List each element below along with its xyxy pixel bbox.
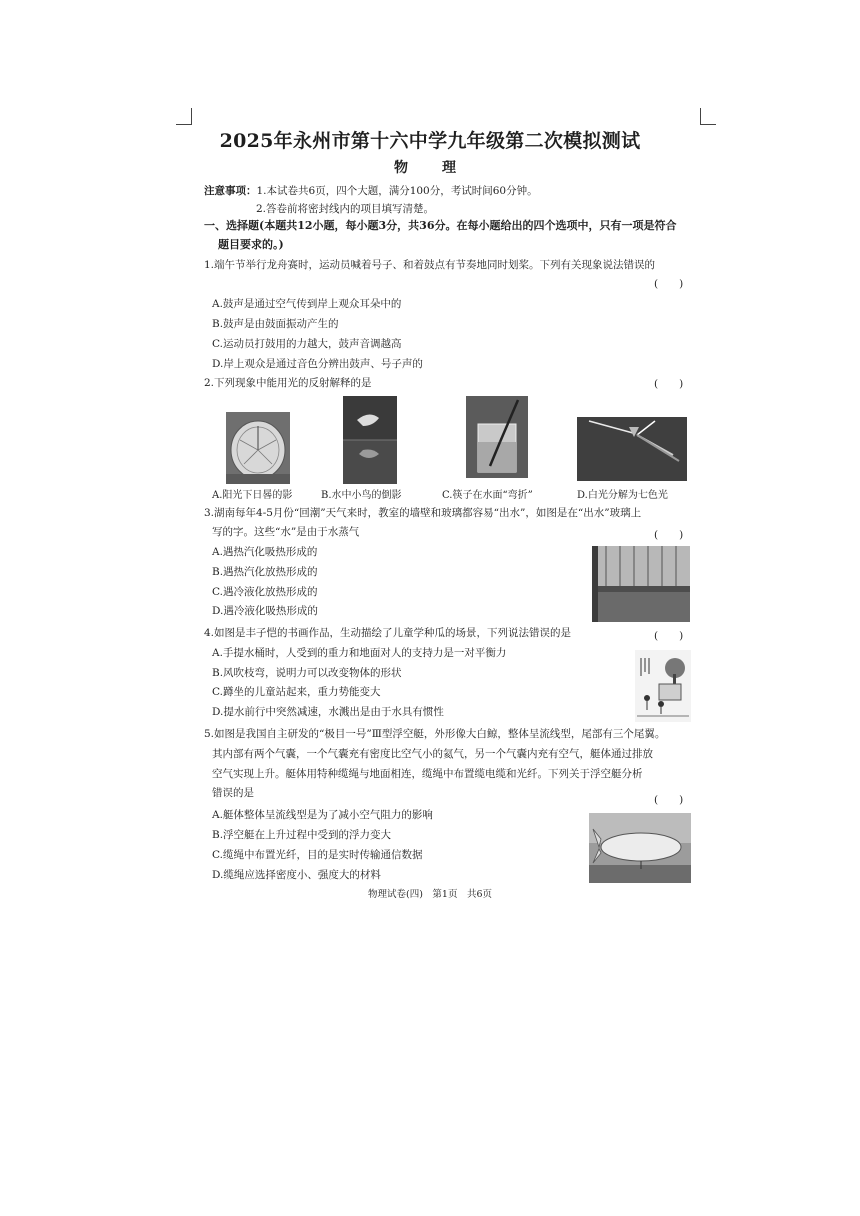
question-1-option-d: D.岸上观众是通过音色分辨出鼓声、号子声的	[212, 358, 423, 370]
chopsticks-in-water-photo	[466, 396, 528, 478]
answer-bracket-1: ( )	[654, 278, 684, 290]
question-2-stem: 2.下列现象中能用光的反射解释的是	[204, 377, 372, 389]
exam-title: 2025年永州市第十六中学九年级第二次模拟测试	[219, 130, 641, 152]
question-5-stem-line-3: 空气实现上升。艇体用特种缆绳与地面相连，缆绳中布置缆电缆和光纤。下列关于浮空艇分析	[212, 768, 643, 780]
page-footer: 物理试卷(四) 第1页 共6页	[367, 889, 492, 900]
question-3-stem: 3.湖南每年4-5月份“回潮”天气来时，教室的墙壁和玻璃都容易“出水”，如图是在“出水”玻璃上	[204, 507, 642, 519]
question-3-stem-cont: 写的字。这些“水”是由于水蒸气	[212, 526, 360, 538]
crop-mark-right	[700, 114, 716, 125]
question-5-option-d: D.缆绳应选择密度小、强度大的材料	[212, 869, 381, 881]
crop-mark-left	[176, 114, 192, 125]
answer-bracket-3: ( )	[654, 529, 684, 541]
question-5-stem: 5.如图是我国自主研发的“极目一号”Ⅲ型浮空艇，外形像大白鲸，整体呈流线型，尾部有三个尾翼。	[204, 728, 666, 740]
section-heading-cont: 题目要求的。)	[218, 238, 284, 251]
question-4-option-d: D.提水前行中突然减速，水溅出是由于水具有惯性	[212, 706, 444, 718]
answer-bracket-5: ( )	[654, 794, 684, 806]
prism-dispersion-photo	[577, 417, 687, 481]
wet-window-photo	[592, 546, 690, 622]
question-2-option-c: C.筷子在水面“弯折”	[442, 490, 533, 501]
question-2-option-a: A.阳光下日晷的影	[212, 490, 293, 501]
question-3-option-b: B.遇热汽化放热形成的	[212, 566, 318, 578]
question-5-option-b: B.浮空艇在上升过程中受到的浮力变大	[212, 829, 392, 841]
question-4-option-a: A.手提水桶时，人受到的重力和地面对人的支持力是一对平衡力	[212, 647, 507, 659]
notes-text-1: 1.本试卷共6页，四个大题，满分100分，考试时间60分钟。	[256, 185, 538, 197]
notes-label: 注意事项：	[204, 185, 257, 197]
answer-bracket-2: ( )	[654, 378, 684, 390]
feng-zikai-painting	[635, 650, 691, 722]
question-5-stem-line-2: 其内部有两个气囊，一个气囊充有密度比空气小的氦气，另一个气囊内充有空气，艇体通过排放	[212, 748, 653, 760]
sundial-photo	[226, 412, 290, 484]
question-3-option-a: A.遇热汽化吸热形成的	[212, 546, 318, 558]
question-4-stem: 4.如图是丰子恺的书画作品，生动描绘了儿童学种瓜的场景，下列说法错误的是	[204, 627, 572, 639]
question-3-option-d: D.遇冷液化吸热形成的	[212, 605, 318, 617]
question-1-option-a: A.鼓声是通过空气传到岸上观众耳朵中的	[212, 298, 402, 310]
question-1-option-c: C.运动员打鼓用的力越大，鼓声音调越高	[212, 338, 402, 350]
section-heading: 一、选择题(本题共12小题，每小题3分，共36分。在每小题给出的四个选项中，只有一项是符合	[204, 219, 677, 232]
bird-reflection-photo	[343, 396, 397, 484]
question-5-stem-line-4: 错误的是	[212, 787, 254, 799]
subject-heading: 物 理	[394, 160, 466, 176]
notes-line-2: 2.答卷前将密封线内的项目填写清楚。	[256, 203, 435, 215]
question-2-option-d: D.白光分解为七色光	[577, 490, 668, 501]
question-4-option-b: B.风吹枝弯，说明力可以改变物体的形状	[212, 667, 402, 679]
question-5-option-a: A.艇体整体呈流线型是为了减小空气阻力的影响	[212, 809, 433, 821]
airship-photo	[589, 813, 691, 883]
notes-line-1	[204, 184, 538, 198]
question-1-option-b: B.鼓声是由鼓面振动产生的	[212, 318, 339, 330]
answer-bracket-4: ( )	[654, 630, 684, 642]
question-5-option-c: C.缆绳中布置光纤，目的是实时传输通信数据	[212, 849, 423, 861]
question-4-option-c: C.蹲坐的儿童站起来，重力势能变大	[212, 686, 381, 698]
question-3-option-c: C.遇冷液化放热形成的	[212, 586, 318, 598]
question-2-option-b: B.水中小鸟的倒影	[321, 490, 402, 501]
question-1-stem: 1.端午节举行龙舟赛时，运动员喊着号子、和着鼓点有节奏地同时划桨。下列有关现象说法错误的	[204, 259, 656, 271]
